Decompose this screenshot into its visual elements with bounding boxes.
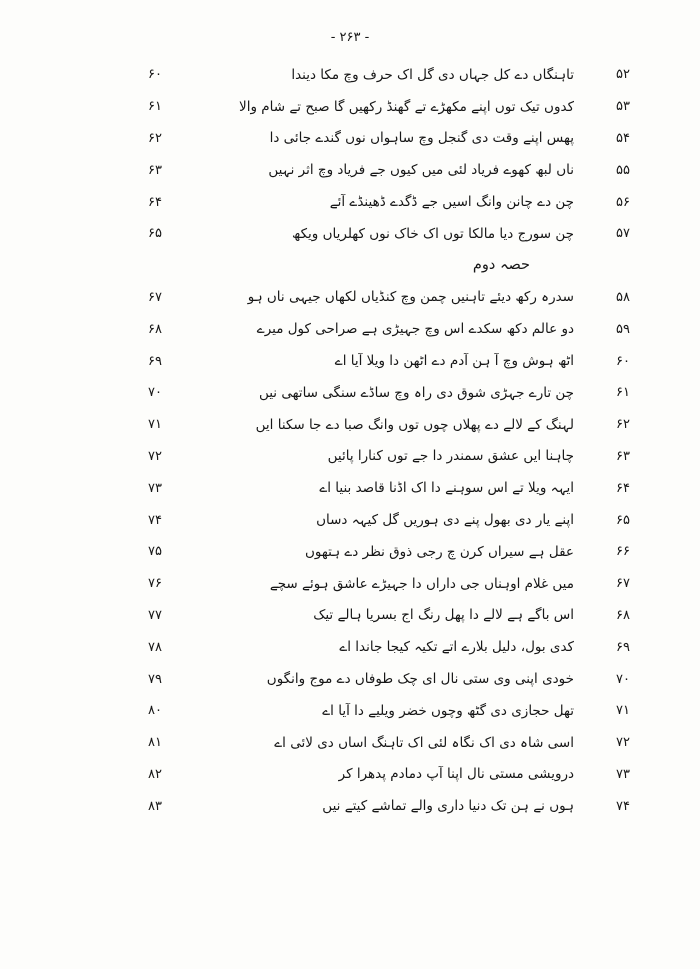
entry-page-number: ۸۰ [148,703,162,719]
entry-title: درویشی مستی نال اپنا آپ دمادم پدھرا کر [338,766,574,783]
entry-page-number: ۸۱ [148,735,162,751]
entry-page-number: ۷۶ [148,576,162,592]
entry-serial: ۶۸ [616,607,630,623]
entry-page-number: ۷۱ [148,417,162,433]
entry-page-number: ۷۵ [148,544,162,560]
toc-row [100,59,630,91]
entry-page-number: ۷۲ [148,448,162,464]
entry-title: دو عالم دکھ سکدے اس وچ جہیڑی ہے صراحی کول میرے [256,321,574,338]
entry-serial: ۶۶ [616,544,630,560]
toc-row [100,282,630,314]
toc-row [100,218,630,250]
entry-title: ایہہ ویلا تے اس سوہنے دا اک اڈنا قاصد بنیا اے [319,480,574,497]
entry-serial: ۶۳ [616,448,630,464]
toc-part2 [100,282,630,823]
entry-title: اسی شاہ دی اک نگاہ لئی اک تاہنگ اساں دی لائی اے [274,734,574,751]
entry-page-number: ۶۳ [148,162,162,178]
toc-row [100,409,630,441]
entry-serial: ۵۲ [616,67,630,83]
entry-serial: ۵۵ [616,162,630,178]
entry-serial: ۷۰ [616,671,630,687]
entry-title: چن تارے جہڑی شوق دی راہ وچ ساڈے سنگی ساتھی نیں [258,384,574,401]
toc-row [100,186,630,218]
entry-serial: ۵۴ [616,130,630,146]
entry-title: چن سورج دیا مالکا توں اک خاک نوں کھلریاں ویکھ [292,225,574,242]
entry-title: لہنگ کے لالے دے پھلاں چوں توں وانگ صبا دے جا سکنا ایں [255,416,574,433]
entry-title: پھس اپنے وقت دی گنجل وچ ساہواں نوں گندے جائی دا [269,130,574,147]
entry-title: اس باگے ہے لالے دا پھل رنگ اج بسریا ہالے تیک [313,607,574,624]
entry-title: اٹھ ہوش وچ آ ہن آدم دے اٹھن دا ویلا آیا اے [334,353,574,370]
toc-row [100,536,630,568]
entry-serial: ۶۰ [616,353,630,369]
entry-page-number: ۷۰ [148,385,162,401]
toc-row [100,568,630,600]
entry-page-number: ۶۵ [148,226,162,242]
toc-row [100,123,630,155]
entry-page-number: ۶۰ [148,67,162,83]
entry-serial: ۶۲ [616,417,630,433]
entry-page-number: ۶۹ [148,353,162,369]
entry-page-number: ۶۲ [148,130,162,146]
toc-row [100,759,630,791]
table-of-contents [100,59,630,822]
toc-row [100,377,630,409]
entry-serial: ۷۲ [616,735,630,751]
toc-row [100,91,630,123]
entry-title: عقل ہے سیراں کرن چ رجی ذوق نظر دے ہتھوں [305,543,574,560]
toc-row [100,631,630,663]
entry-page-number: ۷۷ [148,607,162,623]
entry-page-number: ۸۳ [148,798,162,814]
entry-page-number: ۷۴ [148,512,162,528]
toc-row [100,600,630,632]
entry-title: چاہنا ایں عشق سمندر دا جے توں کنارا پائیں [327,448,574,465]
entry-title: تھل حجازی دی گٹھ وچوں خضر ویلیے دا آیا اے [322,702,574,719]
entry-title: ناں لبھ کھوے فریاد لئی میں کیوں جے فریاد وچ اثر نہیں [268,162,574,179]
entry-serial: ۷۱ [616,703,630,719]
entry-serial: ۶۵ [616,512,630,528]
entry-serial: ۵۷ [616,226,630,242]
entry-title: کدی بول، دلیل بلارے اتے تکیہ کیجا جاندا اے [339,639,574,656]
entry-serial: ۶۷ [616,576,630,592]
entry-serial: ۵۶ [616,194,630,210]
entry-serial: ۷۳ [616,766,630,782]
entry-title: خودی اپنی وی ستی نال ای چک طوفاں دے موج وانگوں [266,671,574,688]
toc-row [100,663,630,695]
entry-page-number: ۸۲ [148,766,162,782]
entry-serial: ۷۴ [616,798,630,814]
entry-title: تاہنگاں دے کل جہاں دی گل اک حرف وچ مکا دیندا [291,66,574,83]
toc-row [100,695,630,727]
entry-title: اپنے یار دی بھول پنے دی ہوریں گل کیہہ دساں [316,512,574,529]
entry-page-number: ۶۱ [148,99,162,115]
entry-serial: ۵۹ [616,321,630,337]
toc-row [100,441,630,473]
entry-title: میں غلام اوہناں جی داراں دا جہیڑے عاشق ہوئے سچے [269,575,574,592]
entry-page-number: ۶۷ [148,289,162,305]
entry-page-number: ۶۸ [148,321,162,337]
entry-title: سدرہ رکھ دیئے تاہنیں چمن وچ کنڈیاں لکھاں جیہی ناں ہو [247,289,574,306]
entry-page-number: ۷۹ [148,671,162,687]
entry-page-number: ۶۴ [148,194,162,210]
toc-row [100,504,630,536]
entry-page-number: ۷۸ [148,639,162,655]
entry-serial: ۶۹ [616,639,630,655]
entry-serial: ۶۱ [616,385,630,401]
toc-row [100,790,630,822]
section-heading: حصہ دوم [472,256,530,273]
entry-serial: ۵۸ [616,289,630,305]
page-number-header: - ۲۶۳ - [330,30,370,45]
entry-title: چن دے چانن وانگ اسیں جے ڈگدے ڈھینڈے آئے [329,194,574,211]
toc-row [100,154,630,186]
toc-row [100,345,630,377]
toc-part1 [100,59,630,250]
entry-serial: ۶۴ [616,480,630,496]
entry-serial: ۵۳ [616,99,630,115]
toc-row [100,727,630,759]
entry-title: ہوں نے ہن تک دنیا داری والے تماشے کیتے نیں [322,798,574,815]
toc-row [100,313,630,345]
entry-page-number: ۷۳ [148,480,162,496]
toc-row [100,472,630,504]
entry-title: کدوں تیک توں اپنے مکھڑے تے گھنڈ رکھیں گا صبح تے شام والا [239,98,574,115]
